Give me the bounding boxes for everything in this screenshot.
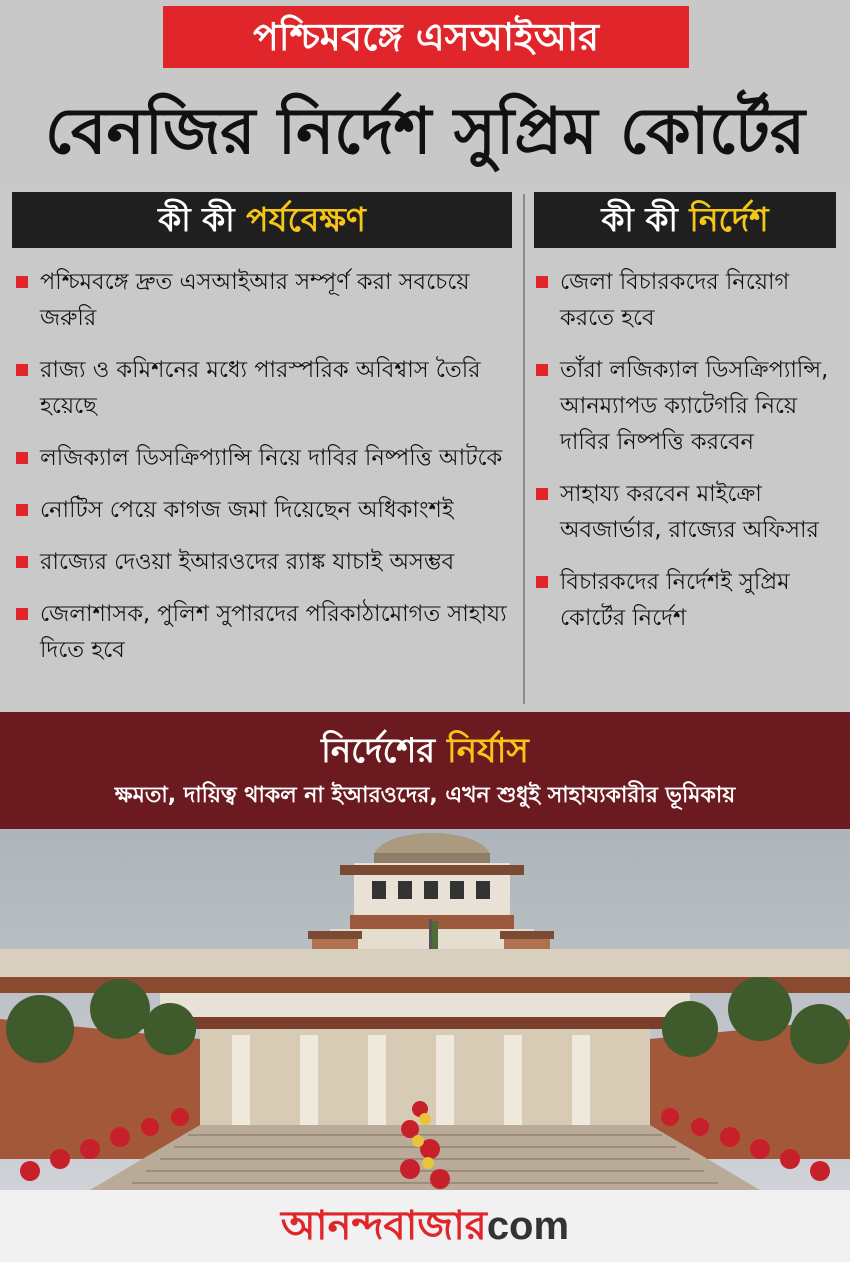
summary-title-prefix: নির্দেশের xyxy=(321,731,447,771)
observations-header-highlight: পর্যবেক্ষণ xyxy=(246,200,366,239)
bullet-square-icon xyxy=(536,488,548,500)
bullet-square-icon xyxy=(16,276,28,288)
list-item xyxy=(534,564,839,636)
content-columns xyxy=(0,190,850,710)
footer xyxy=(0,1190,850,1262)
list-item-text: তাঁরা লজিক্যাল ডিসক্রিপ্যান্সি, আনম্যাপড ক্যাটেগরি নিয়ে দাবির নিষ্পত্তি করবেন xyxy=(560,357,829,455)
anandabazar-logo xyxy=(0,1190,850,1262)
list-item-text: পশ্চিমবঙ্গে দ্রুত এসআইআর সম্পূর্ণ করা সবচেয়ে জরুরি xyxy=(40,269,470,331)
list-item xyxy=(14,596,514,668)
list-item-text: রাজ্যের দেওয়া ইআরওদের র‌্যাঙ্ক যাচাই অসম্ভব xyxy=(40,549,455,575)
bullet-square-icon xyxy=(16,452,28,464)
list-item-text: বিচারকদের নির্দেশই সুপ্রিম কোর্টের নির্দেশ xyxy=(560,569,790,631)
bullet-square-icon xyxy=(536,364,548,376)
bullet-square-icon xyxy=(536,576,548,588)
bullet-square-icon xyxy=(16,608,28,620)
list-item xyxy=(14,264,514,336)
list-item-text: রাজ্য ও কমিশনের মধ্যে পারস্পরিক অবিশ্বাস তৈরি হয়েছে xyxy=(40,357,481,419)
list-item xyxy=(534,352,839,460)
bullet-square-icon xyxy=(16,504,28,516)
logo-suffix: com xyxy=(486,1204,570,1248)
court-illustration xyxy=(0,829,850,1190)
column-divider xyxy=(523,194,525,704)
list-item xyxy=(14,492,514,528)
directives-list xyxy=(534,264,839,652)
list-item-text: জেলা বিচারকদের নিয়োগ করতে হবে xyxy=(560,269,790,331)
summary-title-highlight: নির্যাস xyxy=(446,731,529,771)
summary-title xyxy=(0,712,850,774)
observations-list xyxy=(14,264,514,684)
list-item-text: সাহায্য করবেন মাইক্রো অবজার্ভার, রাজ্যের অফিসার xyxy=(560,481,819,543)
directives-header-highlight: নির্দেশ xyxy=(689,200,769,239)
summary-text: ক্ষমতা, দায়িত্ব থাকল না ইআরওদের, এখন শুধুই সাহায্যকারীর ভূমিকায় xyxy=(114,783,736,808)
bullet-square-icon xyxy=(536,276,548,288)
logo-text: আনন্দবাজার xyxy=(280,1204,487,1248)
observations-header xyxy=(12,192,512,248)
list-item xyxy=(14,352,514,424)
list-item-text: জেলাশাসক, পুলিশ সুপারদের পরিকাঠামোগত সাহায্য দিতে হবে xyxy=(40,601,507,663)
directives-header-prefix: কী কী xyxy=(601,200,690,239)
observations-header-prefix: কী কী xyxy=(158,200,247,239)
summary-band xyxy=(0,712,850,829)
list-item xyxy=(534,264,839,336)
kicker-banner: পশ্চিমবঙ্গে এসআইআর xyxy=(163,6,689,68)
list-item xyxy=(534,476,839,548)
headline: বেনজির নির্দেশ সুপ্রিম কোর্টের xyxy=(44,95,806,169)
list-item-text: নোটিস পেয়ে কাগজ জমা দিয়েছেন অধিকাংশই xyxy=(40,497,454,523)
list-item-text: লজিক্যাল ডিসক্রিপ্যান্সি নিয়ে দাবির নিষ্পত্তি আটকে xyxy=(40,445,503,471)
list-item xyxy=(14,544,514,580)
directives-header xyxy=(534,192,836,248)
supreme-court-building-image xyxy=(0,829,850,1190)
list-item xyxy=(14,440,514,476)
bullet-square-icon xyxy=(16,364,28,376)
header-area xyxy=(0,0,850,190)
bullet-square-icon xyxy=(16,556,28,568)
